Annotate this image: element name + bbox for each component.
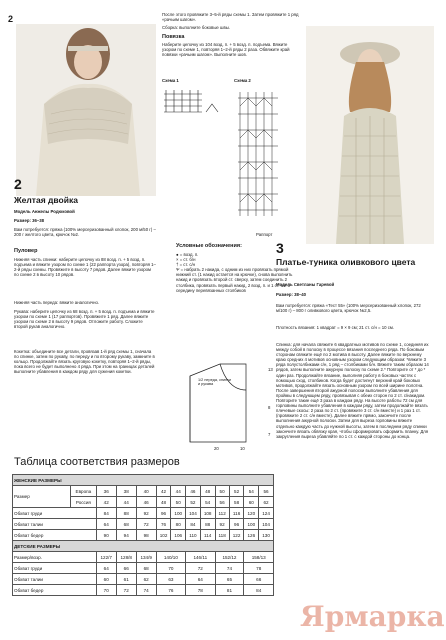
rapport-label: Раппорт	[256, 232, 273, 237]
dim-13: 13	[268, 367, 273, 372]
top-continuation-text: После этого провяжите 3–5-й ряды схемы 1. Затем провяжите 1 ряд «рачьим шагом».	[162, 12, 299, 23]
watermark: Ярмарка	[300, 600, 445, 633]
table-row: Обхват бедер 90 94 98 102 106 110 114 118 122 126 130	[13, 530, 274, 541]
pattern-drawing	[170, 346, 278, 446]
scheme-2-label: Схема 2	[234, 78, 251, 83]
model-3-title: Платье-туника оливкового цвета	[276, 257, 416, 267]
model-3-materials: Вам потребуется: пряжа «Тест 55» (100% мерсеризованный хлопок, 272 м/100 г) – 800 г оливкового цвета, крючок №2,5.	[276, 303, 421, 314]
model-3-number: 3	[276, 240, 284, 256]
dim-10: 10	[240, 446, 245, 451]
table-row: Размер/возр. 122/7 128/8 134/9 140/10 146/11 152/12 158/13	[13, 552, 274, 563]
front-lower-text: Нижняя часть переда: вяжите аналогично.	[14, 300, 100, 305]
page-number: 2	[8, 14, 14, 24]
pattern-piece-label: 1/2 переда, спинки и рукава	[198, 378, 232, 387]
pullover-heading: Пуловер	[14, 248, 38, 254]
model-2-materials: Вам потребуется: пряжа (100% мерсеризованный хлопок, 200 м/50 г) – 200 г желтого цвета, крючок №2.	[14, 227, 156, 238]
sc-icon: ×	[176, 257, 180, 263]
scheme-2-diagram	[234, 86, 296, 226]
table-row: Обхват талии 60 61 62 63 64 65 66	[13, 574, 274, 585]
size-table	[12, 474, 274, 596]
olive-tunic-photo	[306, 26, 434, 244]
legend-item-chain: ● = возд. п.	[176, 252, 199, 257]
dim-8: 8	[268, 405, 271, 410]
legend-item-cluster: Ѱ = набрать 2 накида, с одним из них провязать прямой нижний ст. (1 накид остается на крючке), снова выполнить накид и провязать второй ст. сверху, затем соединить 2 столбика, провязать первый накид, 2 возд. п. и 1 ст. с/н в середину перевязанных столбиков	[176, 267, 293, 293]
model-3-photo	[306, 26, 434, 244]
headband-heading: Повязка	[162, 34, 185, 40]
table-row: Обхват талии 64 68 72 76 80 84 88 92 96 100 104	[13, 519, 274, 530]
model-2-title: Желтая двойка	[14, 195, 78, 205]
women-sizes-header: ЖЕНСКИЕ РАЗМЕРЫ	[13, 475, 274, 486]
headband-text: Наберите цепочку из 104 возд. п. + 5 возд. п. подъема. Вяжите узором по схеме 1, повторяя 1–2-й ряды 2 раза. Обвяжите край повязки «рачьим шагом». Выполните шов.	[162, 42, 290, 58]
table-row: Обхват бедер 70 72 74 76 78 81 84	[13, 585, 274, 596]
model-3-author: Модель Светланы Гаревой	[276, 282, 335, 287]
model-2-photo	[16, 24, 156, 196]
dim-7: 7	[268, 432, 271, 437]
scheme-1-diagram	[162, 86, 224, 116]
scheme-1-label: Схема 1	[162, 78, 179, 83]
legend-title: Условные обозначения:	[176, 243, 242, 249]
model-2-size: Размер: 36–38	[14, 218, 45, 223]
russia-row: Россия 42 44 46 48 50 52 54 56 58 60 62	[13, 497, 274, 508]
model-3-size: Размер: 38–40	[276, 292, 307, 297]
dim-20: 20	[214, 446, 219, 451]
table-row: Обхват груди 84 88 92 96 100 104 108 112 116 120 124	[13, 508, 274, 519]
sleeves-text: Рукава: наберите цепочку из 68 возд. п. + 5 возд. п. подъема и вяжите узором по схеме 1 (17 раппортов). Провяжите 1 ряд. Далее вяжите узором по схеме 2 в высоту 9 рядов. Отложите работу. Сложите второй рукав аналогично.	[14, 309, 155, 330]
size-table-title: Таблица соответствия размеров	[14, 456, 180, 468]
yoke-text: Кокетка: объедините все детали, провязав 1-й ряд схемы 1, сначала по спинке, затем по рукаву, по переду и по второму рукаву, замкните в кольцо. Продолжайте вязать круговую кокетку, повторяя 1–2-й ряды, пока всего не будет выполнено 4 ряда. При этом на границах деталей выполните убавления в каждом ряду для сужения кокетки.	[14, 349, 155, 375]
yellow-sweater-photo	[16, 24, 156, 196]
dc-icon: †	[176, 262, 180, 268]
model-3-back-text: Спинка: для начала свяжите 6 квадратных мотивов по схеме 1, соединяя их между собой в полоску в процессе вязания последнего ряда. По боковым сторонам свяжите ещё по 2 мотива в высоту. Далее вяжите по верхнему краю средних 4 мотивов основным узором следующим образом: *вяжите 3 ряда полустолбиками с/н, 1 ряд – столбиками б/н. Вяжите таким образом 14 рядов, затем выполните ажурную полоску по схеме 2.* Повторите от * до * один раз. Продолжайте вязание, выполняя работу в боковых частях с помощью сход. столбиков. Когда будет достигнут верхний край боковых мотивов, продолжайте вязать основным узором по всей ширине полотна. После завершения второй ажурной полоски выполните убавления для проймы в следующем ряду, провязывая с обеих сторон по 2 ст. с/накидом. Повторите такие ещё 3 раза в каждом ряду. На высоте работы 72 см для горловины выполните убавления в каждом ряду, затем продолжайте вязать плечевые скосы: 2 раза по 2 ст. (провяжите 3 ст. с/н вместе) и 1 раз 1 ст. (провяжите 2 ст. с/н вместе). Далее вяжите прямо, закончите после выполнения ажурной полоски. Затем для выреза горловины вяжите отдельно каждую часть до нужной высоты, затем в последнем ряду спинки закончите вязать обвязку края, чтобы сформировать оформить планку. Для закругления выреза убавляйте по 1 ст. с каждой стороны до конца.	[276, 342, 429, 439]
cluster-icon: Ѱ	[176, 267, 181, 273]
chain-icon: ●	[176, 252, 180, 257]
legend-item-sc: × = ст. б/н	[176, 257, 196, 263]
kids-sizes-header: ДЕТСКИЕ РАЗМЕРЫ	[13, 541, 274, 552]
model-2-author: Модель Анжелы Родюковой	[14, 209, 75, 214]
legend-item-dc: † = ст. с/н	[176, 262, 196, 268]
back-lower-text: Нижняя часть спинки: наберите цепочку из 88 возд. п. + 5 возд. п. подъема и вяжите узором по схеме 1 (22 раппорта узора), повторяя 1–2-й ряды схемы. Провяжите в высоту 7 рядов. Далее вяжите узором по схеме 2 в высоту 10 рядов.	[14, 257, 156, 278]
assembly-text: Сборка: выполните боковые швы.	[162, 25, 231, 30]
europe-row: Размер Европа 36 38 40 42 44 46 48 50 52 54 56	[13, 486, 274, 497]
table-row: Обхват груди 64 66 68 70 72 74 78	[13, 563, 274, 574]
model-2-number: 2	[14, 176, 22, 192]
model-3-density: Плотность вязания: 1 квадрат = 9 × 9 см; 21 ст. с/н = 10 см.	[276, 325, 395, 330]
